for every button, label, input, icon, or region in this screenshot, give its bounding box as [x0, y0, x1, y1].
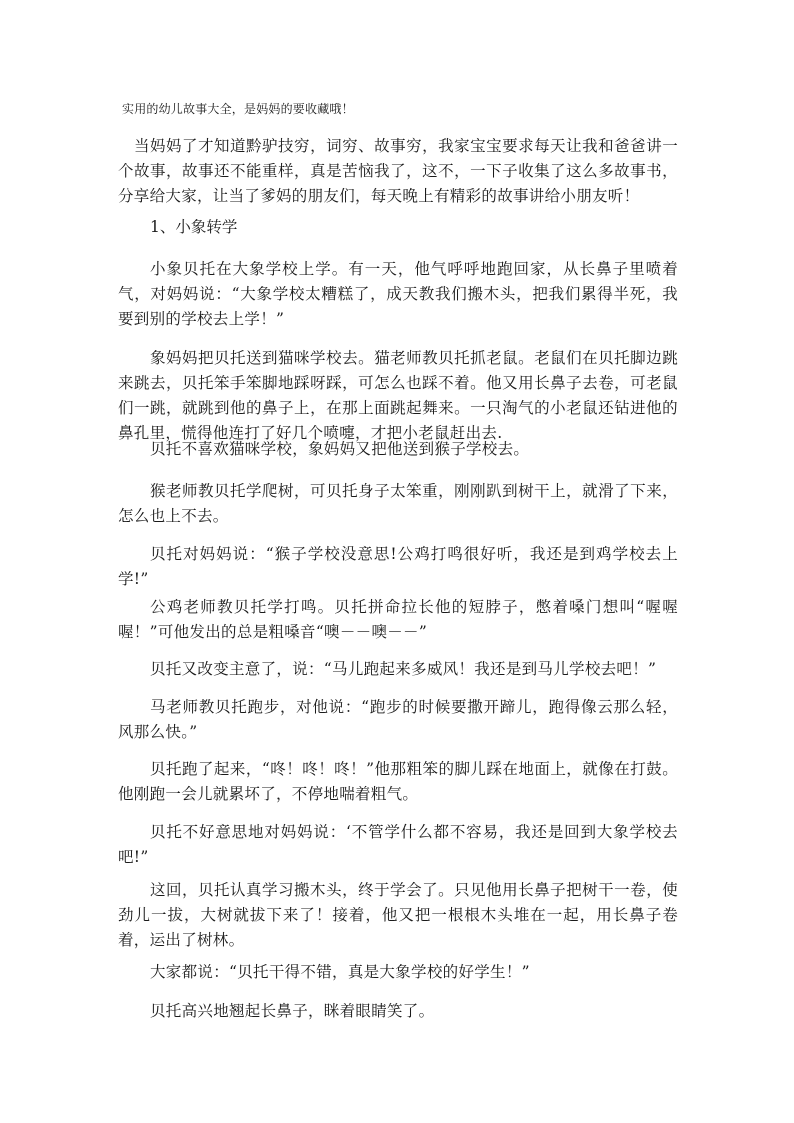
story-paragraph: 贝托不好意思地对妈妈说：‘不管学什么都不容易，我还是回到大象学校去吧!” — [118, 823, 678, 866]
story-paragraph: 贝托高兴地翘起长鼻子，眯着眼睛笑了。 — [150, 1002, 435, 1020]
story-paragraph: 贝托又改变主意了，说：“马儿跑起来多威风！我还是到马儿学校去吧！” — [150, 660, 657, 678]
intro-paragraph: 当妈妈了才知道黔驴技穷，词穷、故事穷，我家宝宝要求每天让我和爸爸讲一个故事，故事还不能重样，真是苦恼我了，这不，一下子收集了这么多故事书，分享给大家，让当了爹妈的朋友们，每天晚上有精彩的故事讲给小朋友听！ — [118, 137, 678, 205]
story-paragraph: 贝托对妈妈说：“猴子学校没意思!公鸡打鸣很好听，我还是到鸡学校去上学!” — [118, 545, 678, 588]
story-paragraph: 小象贝托在大象学校上学。有一天，他气呼呼地跑回家，从长鼻子里喷着气，对妈妈说：“大象学校太糟糕了，成天教我们搬木头，把我们累得半死，我要到别的学校去上学！” — [118, 260, 678, 328]
story-heading: 1、小象转学 — [150, 218, 238, 236]
document-title: 实用的幼儿故事大全，是妈妈的要收藏哦！ — [122, 102, 354, 116]
story-paragraph: 大家都说：“贝托干得不错，真是大象学校的好学生！” — [150, 963, 530, 981]
story-paragraph: 公鸡老师教贝托学打鸣。贝托拼命拉长他的短脖子，憋着嗓门想叫“喔喔喔！”可他发出的总是粗嗓音“噢－－噢－－” — [118, 598, 678, 641]
story-paragraph: 贝托不喜欢猫咪学校，象妈妈又把他送到猴子学校去。 — [150, 440, 530, 458]
story-paragraph: 这回，贝托认真学习搬木头，终于学会了。只见他用长鼻子把树干一卷，使劲儿一拔，大树就拔下来了！接着，他又把一根根木头堆在一起，用长鼻子卷着，运出了树林。 — [118, 881, 678, 949]
story-paragraph: 马老师教贝托跑步，对他说：“跑步的时候要撒开蹄儿，跑得像云那么轻，风那么快。” — [118, 698, 678, 741]
story-paragraph: 象妈妈把贝托送到猫咪学校去。猫老师教贝托抓老鼠。老鼠们在贝托脚边跳来跳去，贝托笨手笨脚地踩呀踩，可怎么也踩不着。他又用长鼻子去卷，可老鼠们一跳，就跳到他的鼻子上，在那上面跳起舞来。一只淘气的小老鼠还钻进他的鼻孔里，慌得他连打了好几个喷嚏，才把小老鼠赶出去. — [118, 349, 678, 442]
story-paragraph: 贝托跑了起来，“咚！咚！咚！”他那粗笨的脚儿踩在地面上，就像在打鼓。他刚跑一会儿就累坏了，不停地喘着粗气。 — [118, 760, 678, 803]
story-paragraph: 猴老师教贝托学爬树，可贝托身子太笨重，刚刚趴到树干上，就滑了下来，怎么也上不去。 — [118, 482, 678, 525]
